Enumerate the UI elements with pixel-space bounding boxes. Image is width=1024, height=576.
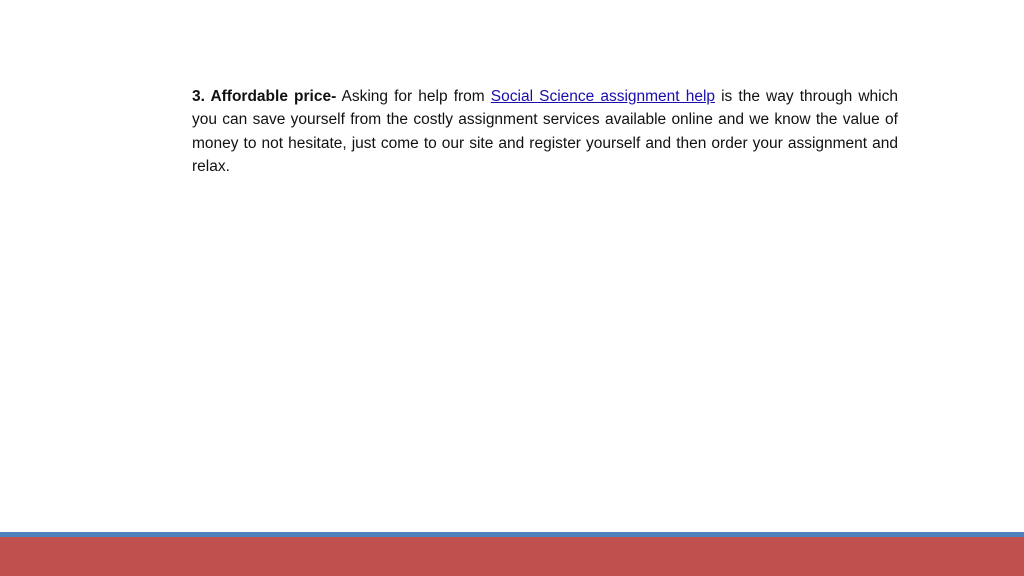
footer-red-band [0,537,1024,576]
body-paragraph [192,85,898,179]
paragraph-text-start: Asking for help from [341,87,485,105]
social-science-help-link[interactable]: Social Science assignment help [490,87,716,105]
section-heading: 3. Affordable price- [192,87,337,105]
paragraph-text-end: is the way through which you can save yourself from the costly assignment services available online and we know the value of money to not hesitate, just come to our site and register yourself and then order your assignment and relax. [192,87,898,175]
